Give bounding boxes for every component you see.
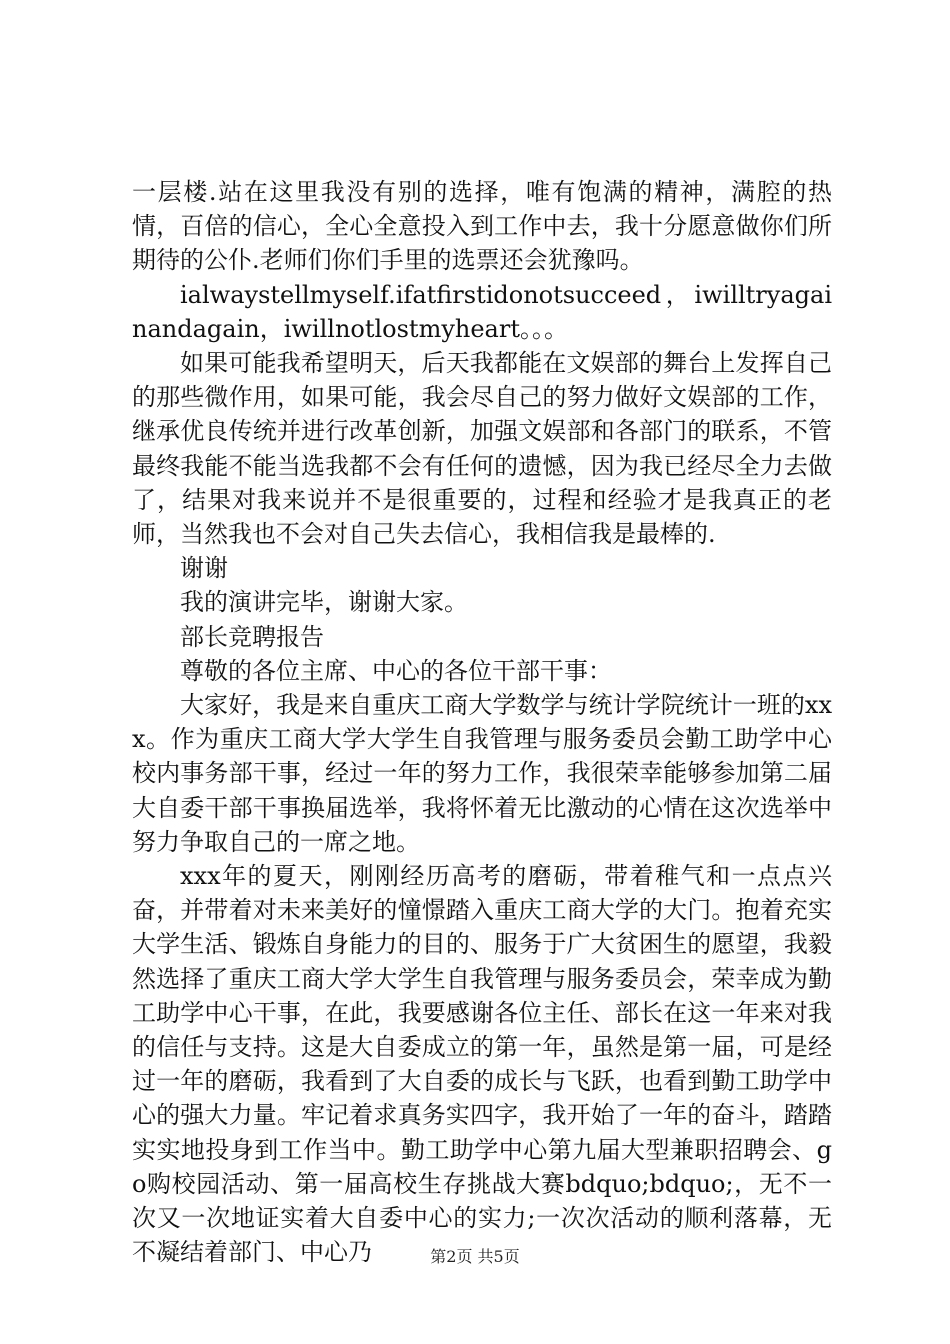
body-paragraph: 一层楼.站在这里我没有别的选择，唯有饱满的精神，满腔的热情，百倍的信心，全心全意投入到工作中去，我十分愿意做你们所期待的公仆.老师们你们手里的选票还会犹豫吗。 <box>132 178 832 275</box>
body-paragraph: ialwaystellmyself.ifatfirstidonotsucceed，iwilltryagainandagain，iwillnotlostmyheart。。。 <box>132 280 832 343</box>
page-footer: 第2页 共5页 <box>430 1247 520 1266</box>
body-paragraph: 大家好，我是来自重庆工商大学数学与统计学院统计一班的xxx。作为重庆工商大学大学生自我管理与服务委员会勤工助学中心校内事务部干事，经过一年的努力工作，我很荣幸能够参加第二届大自委干部干事换届选举，我将怀着无比激动的心情在这次选举中努力争取自己的一席之地。 <box>132 691 832 856</box>
body-paragraph: 如果可能我希望明天，后天我都能在文娱部的舞台上发挥自己的那些微作用，如果可能，我会尽自己的努力做好文娱部的工作，继承优良传统并进行改革创新，加强文娱部和各部门的联系，不管最终我能不能当选我都不会有任何的遗憾，因为我已经尽全力去做了，结果对我来说并不是很重要的，过程和经验才是我真正的老师，当然我也不会对自己失去信心，我相信我是最棒的. <box>132 349 832 549</box>
body-paragraph: 部长竞聘报告 <box>180 622 324 651</box>
body-paragraph: 谢谢 <box>180 554 228 583</box>
body-paragraph: xxx年的夏天，刚刚经历高考的磨砺，带着稚气和一点点兴奋，并带着对未来美好的憧憬踏入重庆工商大学的大门。抱着充实大学生活、锻炼自身能力的目的、服务于广大贫困生的愿望，我毅然选择了重庆工商大学大学生自我管理与服务委员会，荣幸成为勤工助学中心干事，在此，我要感谢各位主任、部长在这一年来对我的信任与支持。这是大自委成立的第一年，虽然是第一届，可是经过一年的磨砺，我看到了大自委的成长与飞跃，也看到勤工助学中心的强大力量。牢记着求真务实四字，我开始了一年的奋斗，踏踏实实地投身到工作当中。勤工助学中心第九届大型兼职招聘会、go购校园活动、第一届高校生存挑战大赛bdquo;bdquo;，无不一次又一次地证实着大自委中心的实力;一次次活动的顺利落幕，无不凝结着部门、中心乃 <box>132 862 832 1267</box>
body-paragraph: 我的演讲完毕，谢谢大家。 <box>180 588 468 617</box>
body-paragraph: 尊敬的各位主席、中心的各位干部干事： <box>180 656 612 685</box>
document-body <box>132 175 832 1270</box>
